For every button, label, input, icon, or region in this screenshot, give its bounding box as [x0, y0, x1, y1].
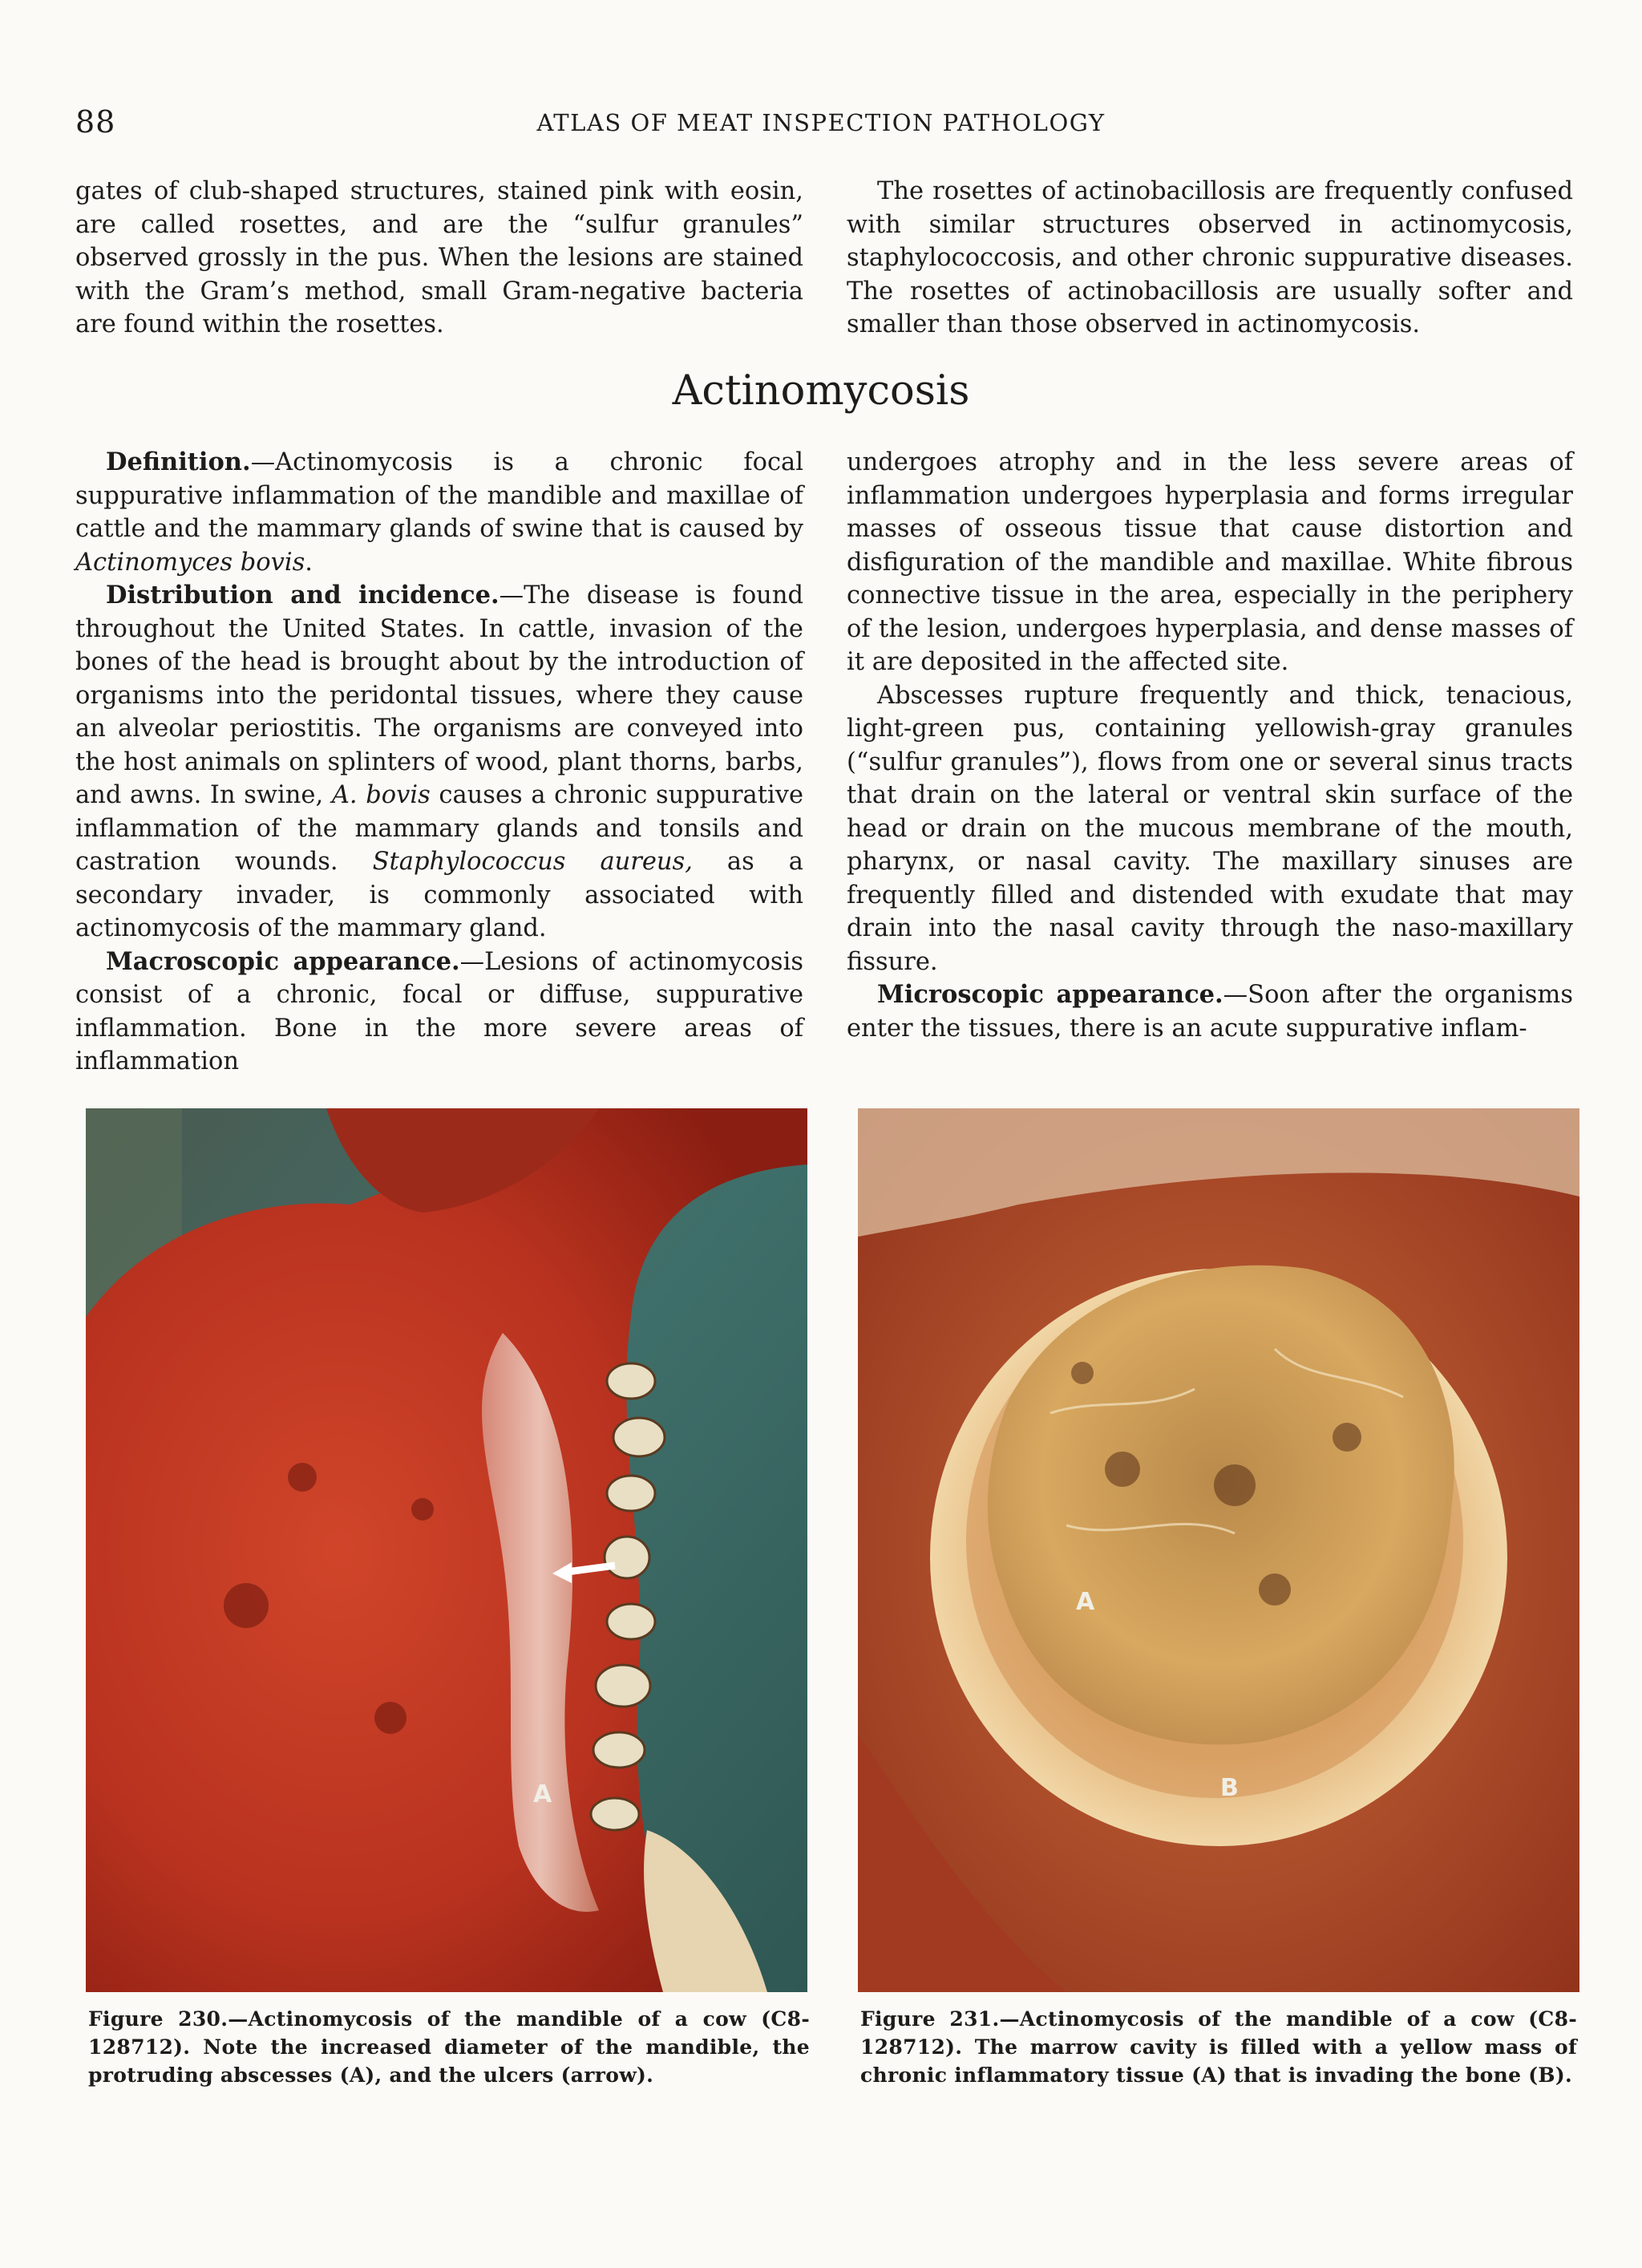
figure-231-photo: [858, 1108, 1579, 1992]
abscess-paragraph: Abscesses rupture frequently and thick, tenacious, light-green pus, containing yellowish-gray granules (“sulfur granules”), flows from one or several sinus tracts that drain on the lateral or ventral skin surface of the head or drain on the mucous membrane of the mouth, pharynx, or nasal cavity. The maxillary sinuses are frequently filled and distended with exudate that may drain into the nasal cavity through the naso-maxillary fissure.: [847, 681, 1573, 976]
figure-231-label-b: B: [1220, 1774, 1239, 1802]
microscopic-paragraph: [847, 978, 1573, 1045]
left-column: [75, 446, 803, 1079]
figure-230-photo: [86, 1108, 807, 1992]
microscopic-text: —Soon after the organisms enter the tissues, there is an acute suppurative inflam-: [847, 981, 1573, 1043]
definition-organism: Actinomyces bovis: [75, 548, 305, 577]
macroscopic-paragraph: [75, 946, 803, 1079]
distribution-organism: A. bovis: [331, 781, 431, 809]
mandible-photo: [86, 1108, 807, 1992]
definition-paragraph: [75, 446, 803, 579]
microscopic-term: Microscopic appearance.: [877, 980, 1223, 1009]
definition-term: Definition.: [106, 448, 251, 476]
macroscopic-text: —Lesions of actinomycosis consist of a chronic, focal or diffuse, suppurative inflammation. Bone in the more severe areas of inflammation: [75, 947, 803, 1075]
definition-end: .: [305, 548, 313, 577]
figure-231-caption: Figure 231.—Actinomycosis of the mandible of a cow (C8-128712). The marrow cavity is filled with a yellow mass of chronic inflammatory tissue (A) that is invading the bone (B).: [860, 2007, 1577, 2087]
distribution-text-3: as a secondary invader, is commonly associated with actinomycosis of the mammary gland.: [75, 848, 803, 942]
distribution-text-2: causes a chronic suppurative inflammation of the mammary glands and tonsils and castration wounds.: [75, 781, 803, 876]
running-title: ATLAS OF MEAT INSPECTION PATHOLOGY: [536, 109, 1106, 136]
atrophy-paragraph: undergoes atrophy and in the less severe areas of inflammation undergoes hyperplasia and forms irregular masses of osseous tissue that cause distortion and disfiguration of the mandible and maxillae. White fibrous connective tissue in the area, especially in the periphery of the lesion, undergoes hyperplasia, and dense masses of it are deposited in the affected site.: [847, 448, 1573, 676]
distribution-text-1: —The disease is found throughout the United States. In cattle, invasion of the bones of the head is brought about by the introduction of organisms into the peridontal tissues, where they cause an alveolar periostitis. The organisms are conveyed into the host animals on splinters of wood, plant thorns, barbs, and awns. In swine,: [75, 581, 803, 809]
page-number: 88: [75, 104, 116, 140]
distribution-term: Distribution and incidence.: [106, 581, 499, 610]
continued-text-left: gates of club-shaped structures, stained pink with eosin, are called rosettes, and are the “sulfur granules” observed grossly in the pus. When the lesions are stained with the Gram’s method, small Gram-negative bacteria are found within the rosettes.: [75, 177, 803, 338]
distribution-organism-2: Staphylococcus aureus,: [372, 848, 693, 876]
top-left-paragraph: [75, 175, 803, 342]
right-column: [847, 446, 1573, 1045]
continued-text-right: The rosettes of actinobacillosis are frequently confused with similar structures observed in actinomycosis, staphylococcosis, and other chronic suppurative diseases. The rosettes of actinobacillosis are usually softer and smaller than those observed in actinomycosis.: [847, 177, 1573, 338]
figure-231-label-a: A: [1076, 1588, 1095, 1616]
top-right-paragraph: [847, 175, 1573, 342]
figure-230-caption: Figure 230.—Actinomycosis of the mandible of a cow (C8-128712). Note the increased diameter of the mandible, the protruding abscesses (A), and the ulcers (arrow).: [88, 2007, 810, 2087]
distribution-paragraph: [75, 579, 803, 946]
marrow-cavity-photo: [858, 1108, 1579, 1992]
section-title: Actinomycosis: [672, 367, 970, 415]
definition-text: —Actinomycosis is a chronic focal suppurative inflammation of the mandible and maxillae of cattle and the mammary glands of swine that is caused by: [75, 448, 803, 543]
macroscopic-term: Macroscopic appearance.: [106, 946, 460, 976]
figure-230-label-a: A: [533, 1780, 552, 1808]
